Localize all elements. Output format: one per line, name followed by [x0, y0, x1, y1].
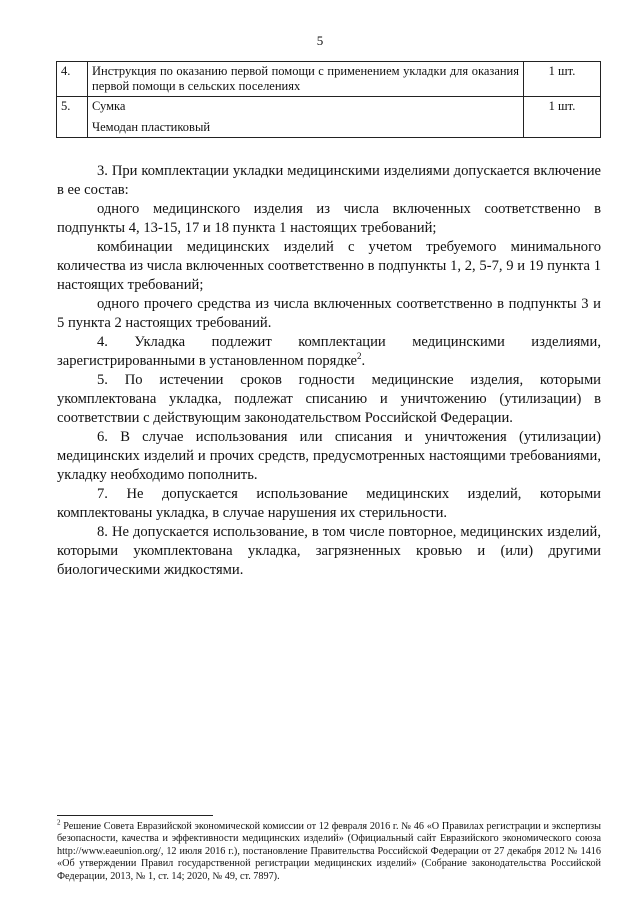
paragraph-3-option-2: комбинации медицинских изделий с учетом требуемого минимального количества из числа включенных соответственно в подпункты 1, 2, 5-7, 9 и 19 пункта 1 настоящих требований; [57, 239, 601, 293]
item-name-line: Инструкция по оказанию первой помощи с применением укладки для оказания первой помощи в сельских поселениях [92, 64, 519, 93]
row-number: 4. [57, 62, 88, 97]
item-name-line: Сумка [92, 99, 126, 113]
paragraph-3-option-3: одного прочего средства из числа включенных соответственно в подпункты 3 и 5 пункта 2 настоящих требований. [57, 296, 601, 331]
item-name [88, 62, 524, 97]
footnote-mark: 2 [57, 818, 61, 827]
paragraph-8: 8. Не допускается использование, в том числе повторное, медицинских изделий, которыми укомплектована укладка, загрязненных кровью и (или) другими биологическими жидкостями. [57, 524, 601, 578]
item-name [88, 97, 524, 138]
page-number: 5 [316, 33, 324, 48]
items-table [56, 61, 601, 138]
body-text [57, 162, 601, 580]
paragraph-4 [57, 333, 601, 371]
paragraph-4-text: 4. Укладка подлежит комплектации медицинскими изделиями, зарегистрированными в установленном порядке [57, 334, 601, 369]
paragraph-7: 7. Не допускается использование медицинских изделий, которыми комплектованы укладка, в случае нарушения их стерильности. [57, 486, 601, 521]
table-row [57, 97, 601, 138]
paragraph-6: 6. В случае использования или списания и уничтожения (утилизации) медицинских изделий и прочих средств, предусмотренных настоящими требованиями, укладку необходимо пополнить. [57, 429, 601, 483]
paragraph-4-tail: . [361, 353, 366, 369]
table-row [57, 62, 601, 97]
footnote [57, 818, 602, 883]
row-number: 5. [57, 97, 88, 138]
footnote-reference: 2 [357, 351, 362, 362]
footnote-divider [57, 815, 213, 816]
item-name-line: Чемодан пластиковый [92, 120, 211, 134]
item-quantity: 1 шт. [524, 97, 601, 138]
footnote-text: Решение Совета Евразийской экономической комиссии от 12 февраля 2016 г. № 46 «О Правилах регистрации и экспертизы безопасности, качества и эффективности медицинских изделий» (Официальный сайт Евразийского экономического союза http://www.eaeunion.org/, 12 июля 2016 г.), постановление Правительства Российской Федерации от 27 декабря 2012 № 1416 «Об утверждении Правил государственной регистрации медицинских изделий» (Собрание законодательства Российской Федерации, 2013, № 1, ст. 14; 2020, № 49, ст. 7897). [57, 821, 602, 882]
paragraph-3: 3. При комплектации укладки медицинскими изделиями допускается включение в ее состав: [57, 163, 601, 198]
item-quantity: 1 шт. [524, 62, 601, 97]
paragraph-5: 5. По истечении сроков годности медицинские изделия, которыми укомплектована укладка, подлежат списанию и уничтожению (утилизации) в соответствии с действующим законодательством Российской Федерации. [57, 372, 601, 426]
paragraph-3-option-1: одного медицинского изделия из числа включенных соответственно в подпункты 4, 13-15, 17 и 18 пункта 1 настоящих требований; [57, 201, 601, 236]
